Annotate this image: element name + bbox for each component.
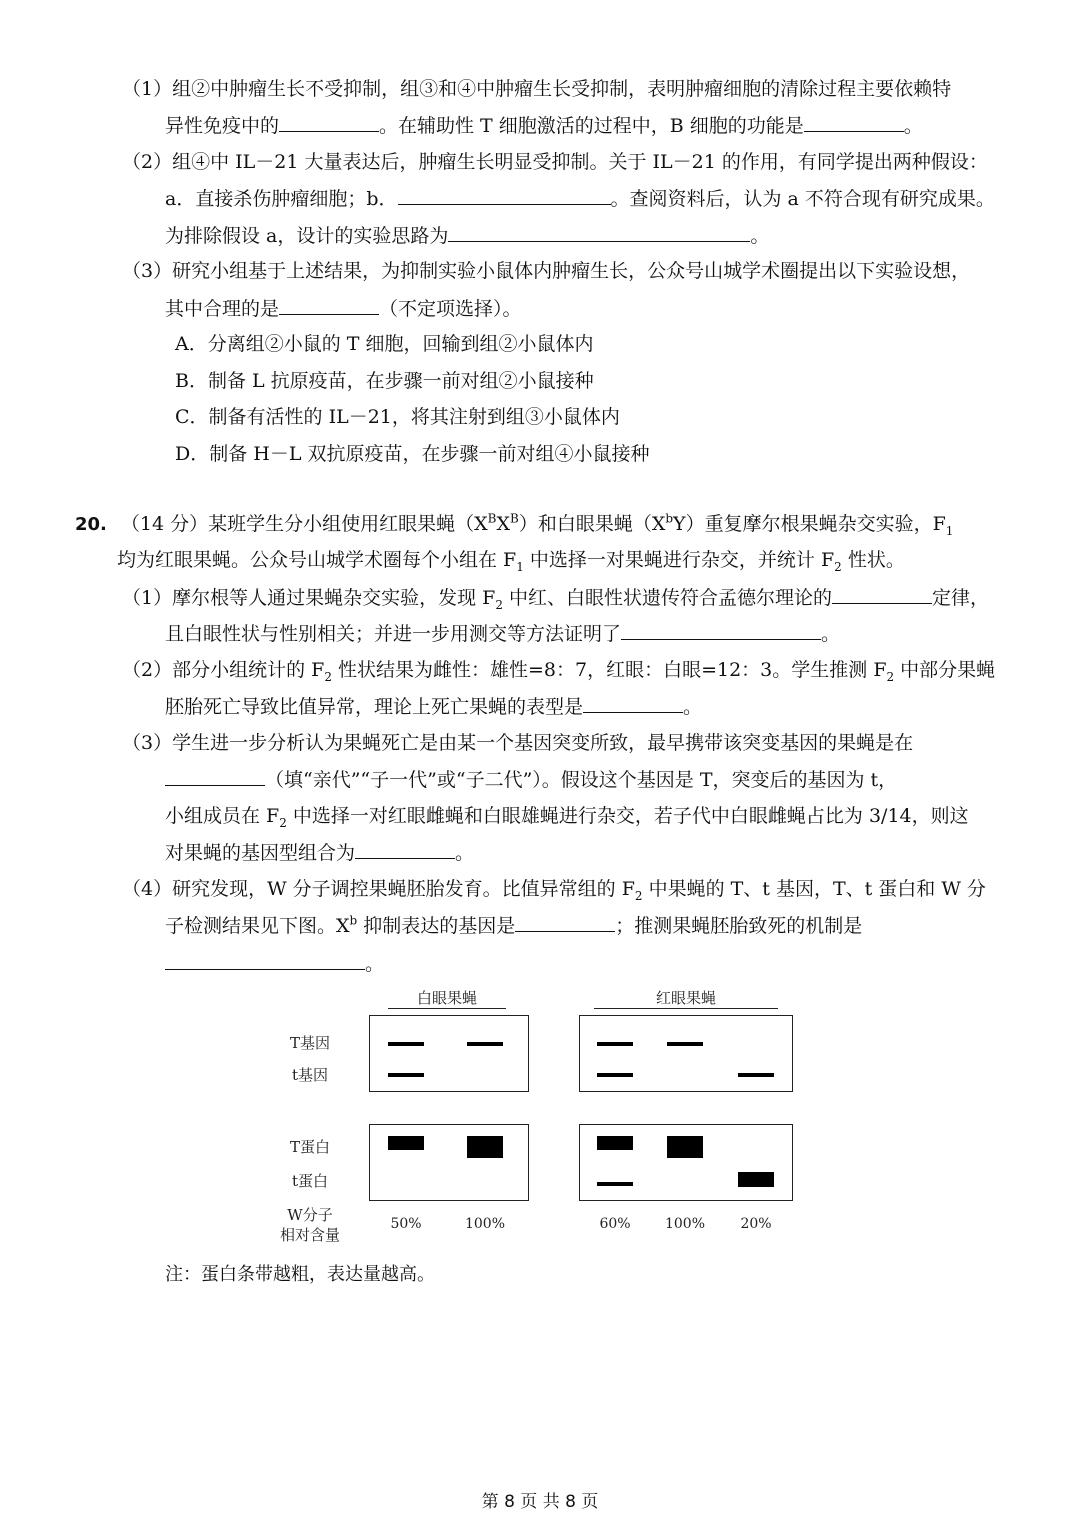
answer-blank[interactable] xyxy=(355,840,455,859)
answer-blank[interactable] xyxy=(165,951,365,970)
white-eye-title-underline xyxy=(388,1008,506,1009)
answer-blank[interactable] xyxy=(583,694,683,713)
white-eye-title: 白眼果蝇 xyxy=(416,989,477,1007)
red-lane1-t-gene-band xyxy=(597,1073,633,1077)
white-lane1-t-gene-band xyxy=(388,1073,424,1077)
red-eye-title: 红眼果蝇 xyxy=(655,989,716,1007)
answer-blank[interactable] xyxy=(832,585,932,604)
answer-blank[interactable] xyxy=(279,113,379,132)
q20-intro-line1: 20. （14 分）某班学生分小组使用红眼果蝇$(X^BX^B)$和白眼果蝇$(X^bY)$重复摩尔根果蝇杂交实验，$F_1$ xyxy=(75,511,954,538)
q20-p3-line2: （填“亲代”“子一代”或“子二代”）。假设这个基因是 T，突变后的基因为 t， xyxy=(165,767,897,792)
q20-p4-line2: 子检测结果见下图。$X^b$ 抑制表达的基因是 ；推测果蝇胚胎致死的机制是 xyxy=(165,913,863,937)
q19-option-c: C．制备有活性的 IL－21，将其注射到组③小鼠体内 xyxy=(175,406,620,428)
red-lane3-t-gene-band xyxy=(738,1073,774,1077)
q19-p3-line1: （3）研究小组基于上述结果，为抑制实验小鼠体内肿瘤生长，公众号山城学术圈提出以下实验设想， xyxy=(122,260,971,282)
q20-p3-line3: 小组成员在 $F_2$ 中选择一对红眼雌蝇和白眼雄蝇进行杂交，若子代中白眼雌蝇占比为 3/14，则这 xyxy=(165,805,969,830)
q20-p2-line2: 胚胎死亡导致比值异常，理论上死亡果蝇的表型是 。 xyxy=(165,696,703,718)
answer-blank[interactable] xyxy=(165,767,265,786)
white-lane1-T-protein-band xyxy=(388,1136,424,1150)
red-lane3-w-value: 20% xyxy=(740,1216,772,1232)
q20-p2-line1: （2）部分小组统计的 $F_2$ 性状结果为雌性：雄性=8：7，红眼：白眼=12：3。学生推测 $F_2$ 中部分果蝇 xyxy=(122,659,996,684)
white-gene-box xyxy=(369,1015,529,1092)
q19-p2-line2: a．直接杀伤肿瘤细胞；b． 。查阅资料后，认为 a 不符合现有研究成果。 xyxy=(165,188,995,210)
q19-p2-line3: 为排除假设 a，设计的实验思路为 。 xyxy=(165,225,770,247)
answer-blank[interactable] xyxy=(398,186,611,205)
answer-blank[interactable] xyxy=(448,223,750,242)
answer-blank[interactable] xyxy=(621,621,821,640)
red-lane2-T-protein-band xyxy=(667,1136,703,1158)
red-gene-box xyxy=(579,1015,793,1092)
q20-p1-line2: 且白眼性状与性别相关；并进一步用测交等方法证明了 。 xyxy=(165,623,841,645)
q20-p4-line3: 。 xyxy=(165,951,384,976)
label-T-gene: T基因 xyxy=(289,1034,330,1052)
page-footer: 第 8 页 共 8 页 xyxy=(481,1492,599,1512)
q19-p2-line1: （2）组④中 IL－21 大量表达后，肿瘤生长明显受抑制。关于 IL－21 的作用，有同学提出两种假设： xyxy=(122,151,988,173)
white-lane2-w-value: 100% xyxy=(464,1216,506,1232)
figure-note: 注：蛋白条带越粗，表达量越高。 xyxy=(165,1264,435,1285)
q19-option-b: B．制备 L 抗原疫苗，在步骤一前对组②小鼠接种 xyxy=(175,370,594,392)
red-lane3-t-protein-band xyxy=(738,1172,774,1187)
red-eye-title-underline xyxy=(594,1008,778,1009)
label-t-protein: t蛋白 xyxy=(291,1172,329,1190)
q20-p3-line1: （3）学生进一步分析认为果蝇死亡是由某一个基因突变所致，最早携带该突变基因的果蝇是在 xyxy=(122,732,914,754)
q20-p1-line1: （1）摩尔根等人通过果蝇杂交实验，发现 $F_2$ 中红、白眼性状遗传符合孟德尔理论的 定律， xyxy=(122,587,990,612)
label-T-protein: T蛋白 xyxy=(289,1138,330,1156)
red-lane1-T-protein-band xyxy=(597,1136,633,1150)
answer-blank[interactable] xyxy=(515,913,615,932)
red-lane1-t-protein-band xyxy=(597,1182,633,1186)
label-w-relative: 相对含量 xyxy=(279,1226,340,1244)
q19-option-a: A．分离组②小鼠的 T 细胞，回输到组②小鼠体内 xyxy=(175,333,594,355)
q19-p1-line2: 异性免疫中的 。在辅助性 T 细胞激活的过程中，B 细胞的功能是 。 xyxy=(165,115,923,137)
red-lane2-w-value: 100% xyxy=(664,1216,706,1232)
q20-p4-line1: （4）研究发现，W 分子调控果蝇胚胎发育。比值异常组的 $F_2$ 中果蝇的 T、t 基因，T、t 蛋白和 W 分 xyxy=(122,878,986,903)
q19-p1-line1: （1）组②中肿瘤生长不受抑制，组③和④中肿瘤生长受抑制，表明肿瘤细胞的清除过程主要依赖特 xyxy=(122,78,952,100)
red-lane1-T-gene-band xyxy=(597,1042,633,1046)
answer-blank[interactable] xyxy=(804,113,904,132)
answer-blank[interactable] xyxy=(279,296,379,315)
white-lane2-T-gene-band xyxy=(467,1042,503,1046)
label-w-molecule: W分子 xyxy=(287,1206,333,1224)
white-lane1-T-gene-band xyxy=(388,1042,424,1046)
question-number: 20. xyxy=(75,514,107,535)
label-t-gene: t基因 xyxy=(291,1066,329,1084)
white-lane2-T-protein-band xyxy=(467,1136,503,1158)
red-lane1-w-value: 60% xyxy=(599,1216,631,1232)
q20-p3-line4: 对果蝇的基因型组合为 。 xyxy=(165,842,475,864)
red-lane2-T-gene-band xyxy=(667,1042,703,1046)
q19-option-d: D．制备 H－L 双抗原疫苗，在步骤一前对组④小鼠接种 xyxy=(175,443,650,465)
q19-p3-line2: 其中合理的是 （不定项选择）。 xyxy=(165,298,522,320)
q20-intro-line2: 均为红眼果蝇。公众号山城学术圈每个小组在 $F_1$ 中选择一对果蝇进行杂交，并统计 $F_2$ 性状。 xyxy=(117,549,905,574)
white-lane1-w-value: 50% xyxy=(390,1216,422,1232)
